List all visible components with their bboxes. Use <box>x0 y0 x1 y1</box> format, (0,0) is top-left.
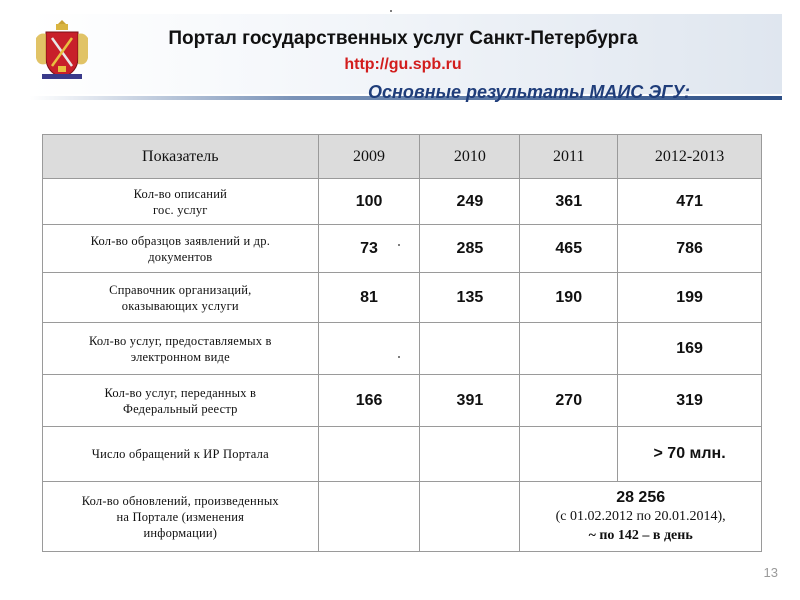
column-header: 2011 <box>520 135 618 179</box>
row-label: Кол-во описаний гос. услуг <box>43 179 319 225</box>
table-cell: 270 <box>520 375 618 427</box>
row-label: Кол-во образцов заявлений и др. документов <box>43 225 319 273</box>
table-cell: 319 <box>618 375 762 427</box>
table-cell <box>420 323 520 375</box>
table-cell: 190 <box>520 273 618 323</box>
table-cell <box>318 427 420 482</box>
updates-count: 28 256 <box>616 488 666 506</box>
table-cell: 135 <box>420 273 520 323</box>
column-header: 2009 <box>318 135 420 179</box>
row-label: Число обращений к ИР Портала <box>43 427 319 482</box>
table-cell: 166 <box>318 375 420 427</box>
table-cell: 199 <box>618 273 762 323</box>
table-row <box>43 375 762 427</box>
section-subtitle: Основные результаты МАИС ЭГУ: <box>368 82 691 102</box>
merged-note-cell <box>520 482 762 552</box>
table-cell <box>520 323 618 375</box>
column-header: 2012-2013 <box>618 135 762 179</box>
column-header: Показатель <box>43 135 319 179</box>
row-label: Кол-во услуг, предоставляемых в электронном виде <box>43 323 319 375</box>
table-cell: 471 <box>618 179 762 225</box>
table-row <box>43 273 762 323</box>
table-cell <box>520 427 618 482</box>
table-cell: > 70 млн. <box>618 427 762 482</box>
row-label: Кол-во услуг, переданных в Федеральный реестр <box>43 375 319 427</box>
table-row <box>43 427 762 482</box>
table-cell <box>420 427 520 482</box>
table-cell: 73 <box>318 225 420 273</box>
stray-dot <box>390 10 392 12</box>
table-cell: 285 <box>420 225 520 273</box>
row-label: Справочник организаций, оказывающих услуги <box>43 273 319 323</box>
table-cell <box>420 482 520 552</box>
table-cell: 391 <box>420 375 520 427</box>
table-cell: 100 <box>318 179 420 225</box>
results-table <box>42 134 762 552</box>
page-title: Портал государственных услуг Санкт-Петербурга <box>168 28 638 49</box>
updates-per-day: ~ по 142 – в день <box>588 527 693 543</box>
row-label: Кол-во обновлений, произведенных на Портале (изменения информации) <box>43 482 319 552</box>
portal-url[interactable]: http://gu.spb.ru <box>344 56 462 73</box>
table-cell <box>318 482 420 552</box>
table-cell: 786 <box>618 225 762 273</box>
page-number: 13 <box>763 565 778 580</box>
table-row <box>43 225 762 273</box>
table-cell: 81 <box>318 273 420 323</box>
table-cell: 249 <box>420 179 520 225</box>
table-header-row <box>43 135 762 179</box>
table-row <box>43 179 762 225</box>
table-cell <box>318 323 420 375</box>
column-header: 2010 <box>420 135 520 179</box>
table-row <box>43 482 762 552</box>
table-cell: 361 <box>520 179 618 225</box>
table-row <box>43 323 762 375</box>
table-cell: 169 <box>618 323 762 375</box>
updates-period: (с 01.02.2012 по 20.01.2014), <box>555 508 726 524</box>
table-cell: 465 <box>520 225 618 273</box>
